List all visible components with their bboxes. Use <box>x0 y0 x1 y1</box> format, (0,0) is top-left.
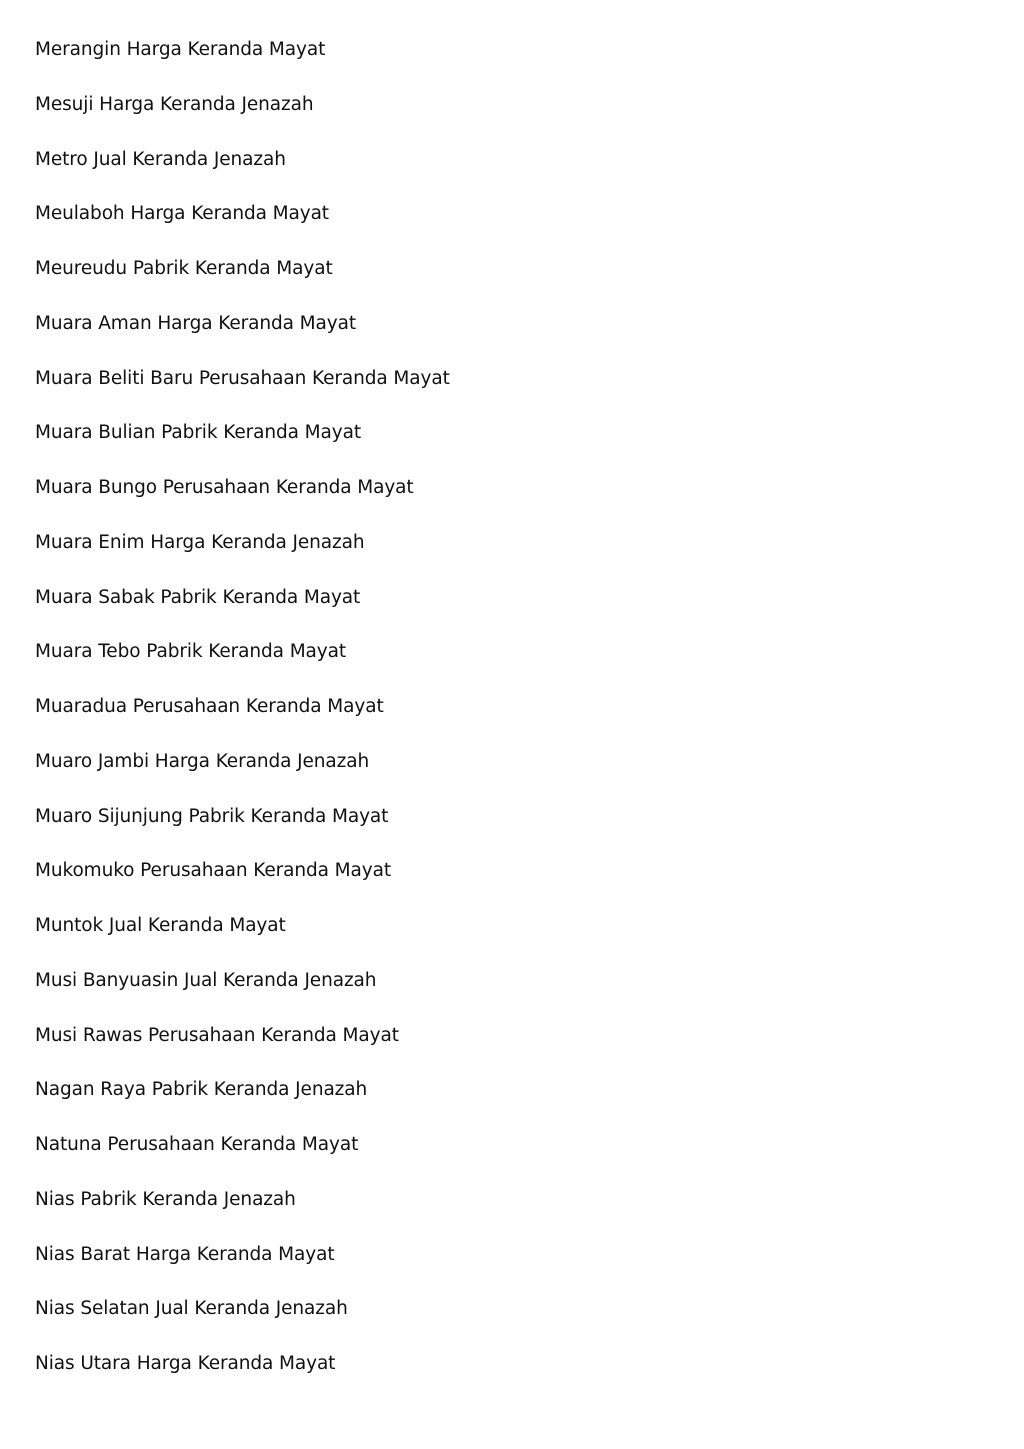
list-item: Metro Jual Keranda Jenazah <box>35 148 286 170</box>
list-item: Natuna Perusahaan Keranda Mayat <box>35 1134 359 1155</box>
list-item: Muaro Jambi Harga Keranda Jenazah <box>35 750 370 772</box>
list-item: Nagan Raya Pabrik Keranda Jenazah <box>35 1079 368 1101</box>
list-item: Merangin Harga Keranda Mayat <box>35 39 326 60</box>
list-item: Mesuji Harga Keranda Jenazah <box>35 93 314 115</box>
list-item: Musi Rawas Perusahaan Keranda Mayat <box>35 1024 399 1046</box>
location-list <box>35 36 450 1405</box>
list-item: Nias Barat Harga Keranda Mayat <box>35 1243 335 1265</box>
list-item: Meulaboh Harga Keranda Mayat <box>35 203 329 225</box>
list-item: Nias Pabrik Keranda Jenazah <box>35 1188 296 1210</box>
list-item: Muara Beliti Baru Perusahaan Keranda Mayat <box>35 367 450 389</box>
list-item: Muara Tebo Pabrik Keranda Mayat <box>35 641 347 663</box>
list-item: Muara Bungo Perusahaan Keranda Mayat <box>35 477 414 498</box>
list-item: Muntok Jual Keranda Mayat <box>35 915 286 936</box>
list-item: Nias Utara Harga Keranda Mayat <box>35 1353 336 1374</box>
list-item: Musi Banyuasin Jual Keranda Jenazah <box>35 969 377 991</box>
list-item: Muaradua Perusahaan Keranda Mayat <box>35 696 384 717</box>
list-item: Mukomuko Perusahaan Keranda Mayat <box>35 860 392 882</box>
list-item: Muara Bulian Pabrik Keranda Mayat <box>35 422 361 444</box>
list-item: Nias Selatan Jual Keranda Jenazah <box>35 1298 348 1320</box>
list-item: Muaro Sijunjung Pabrik Keranda Mayat <box>35 805 389 827</box>
list-item: Muara Sabak Pabrik Keranda Mayat <box>35 586 361 608</box>
list-item: Meureudu Pabrik Keranda Mayat <box>35 258 333 279</box>
list-item: Muara Aman Harga Keranda Mayat <box>35 312 357 334</box>
list-item: Muara Enim Harga Keranda Jenazah <box>35 531 365 553</box>
